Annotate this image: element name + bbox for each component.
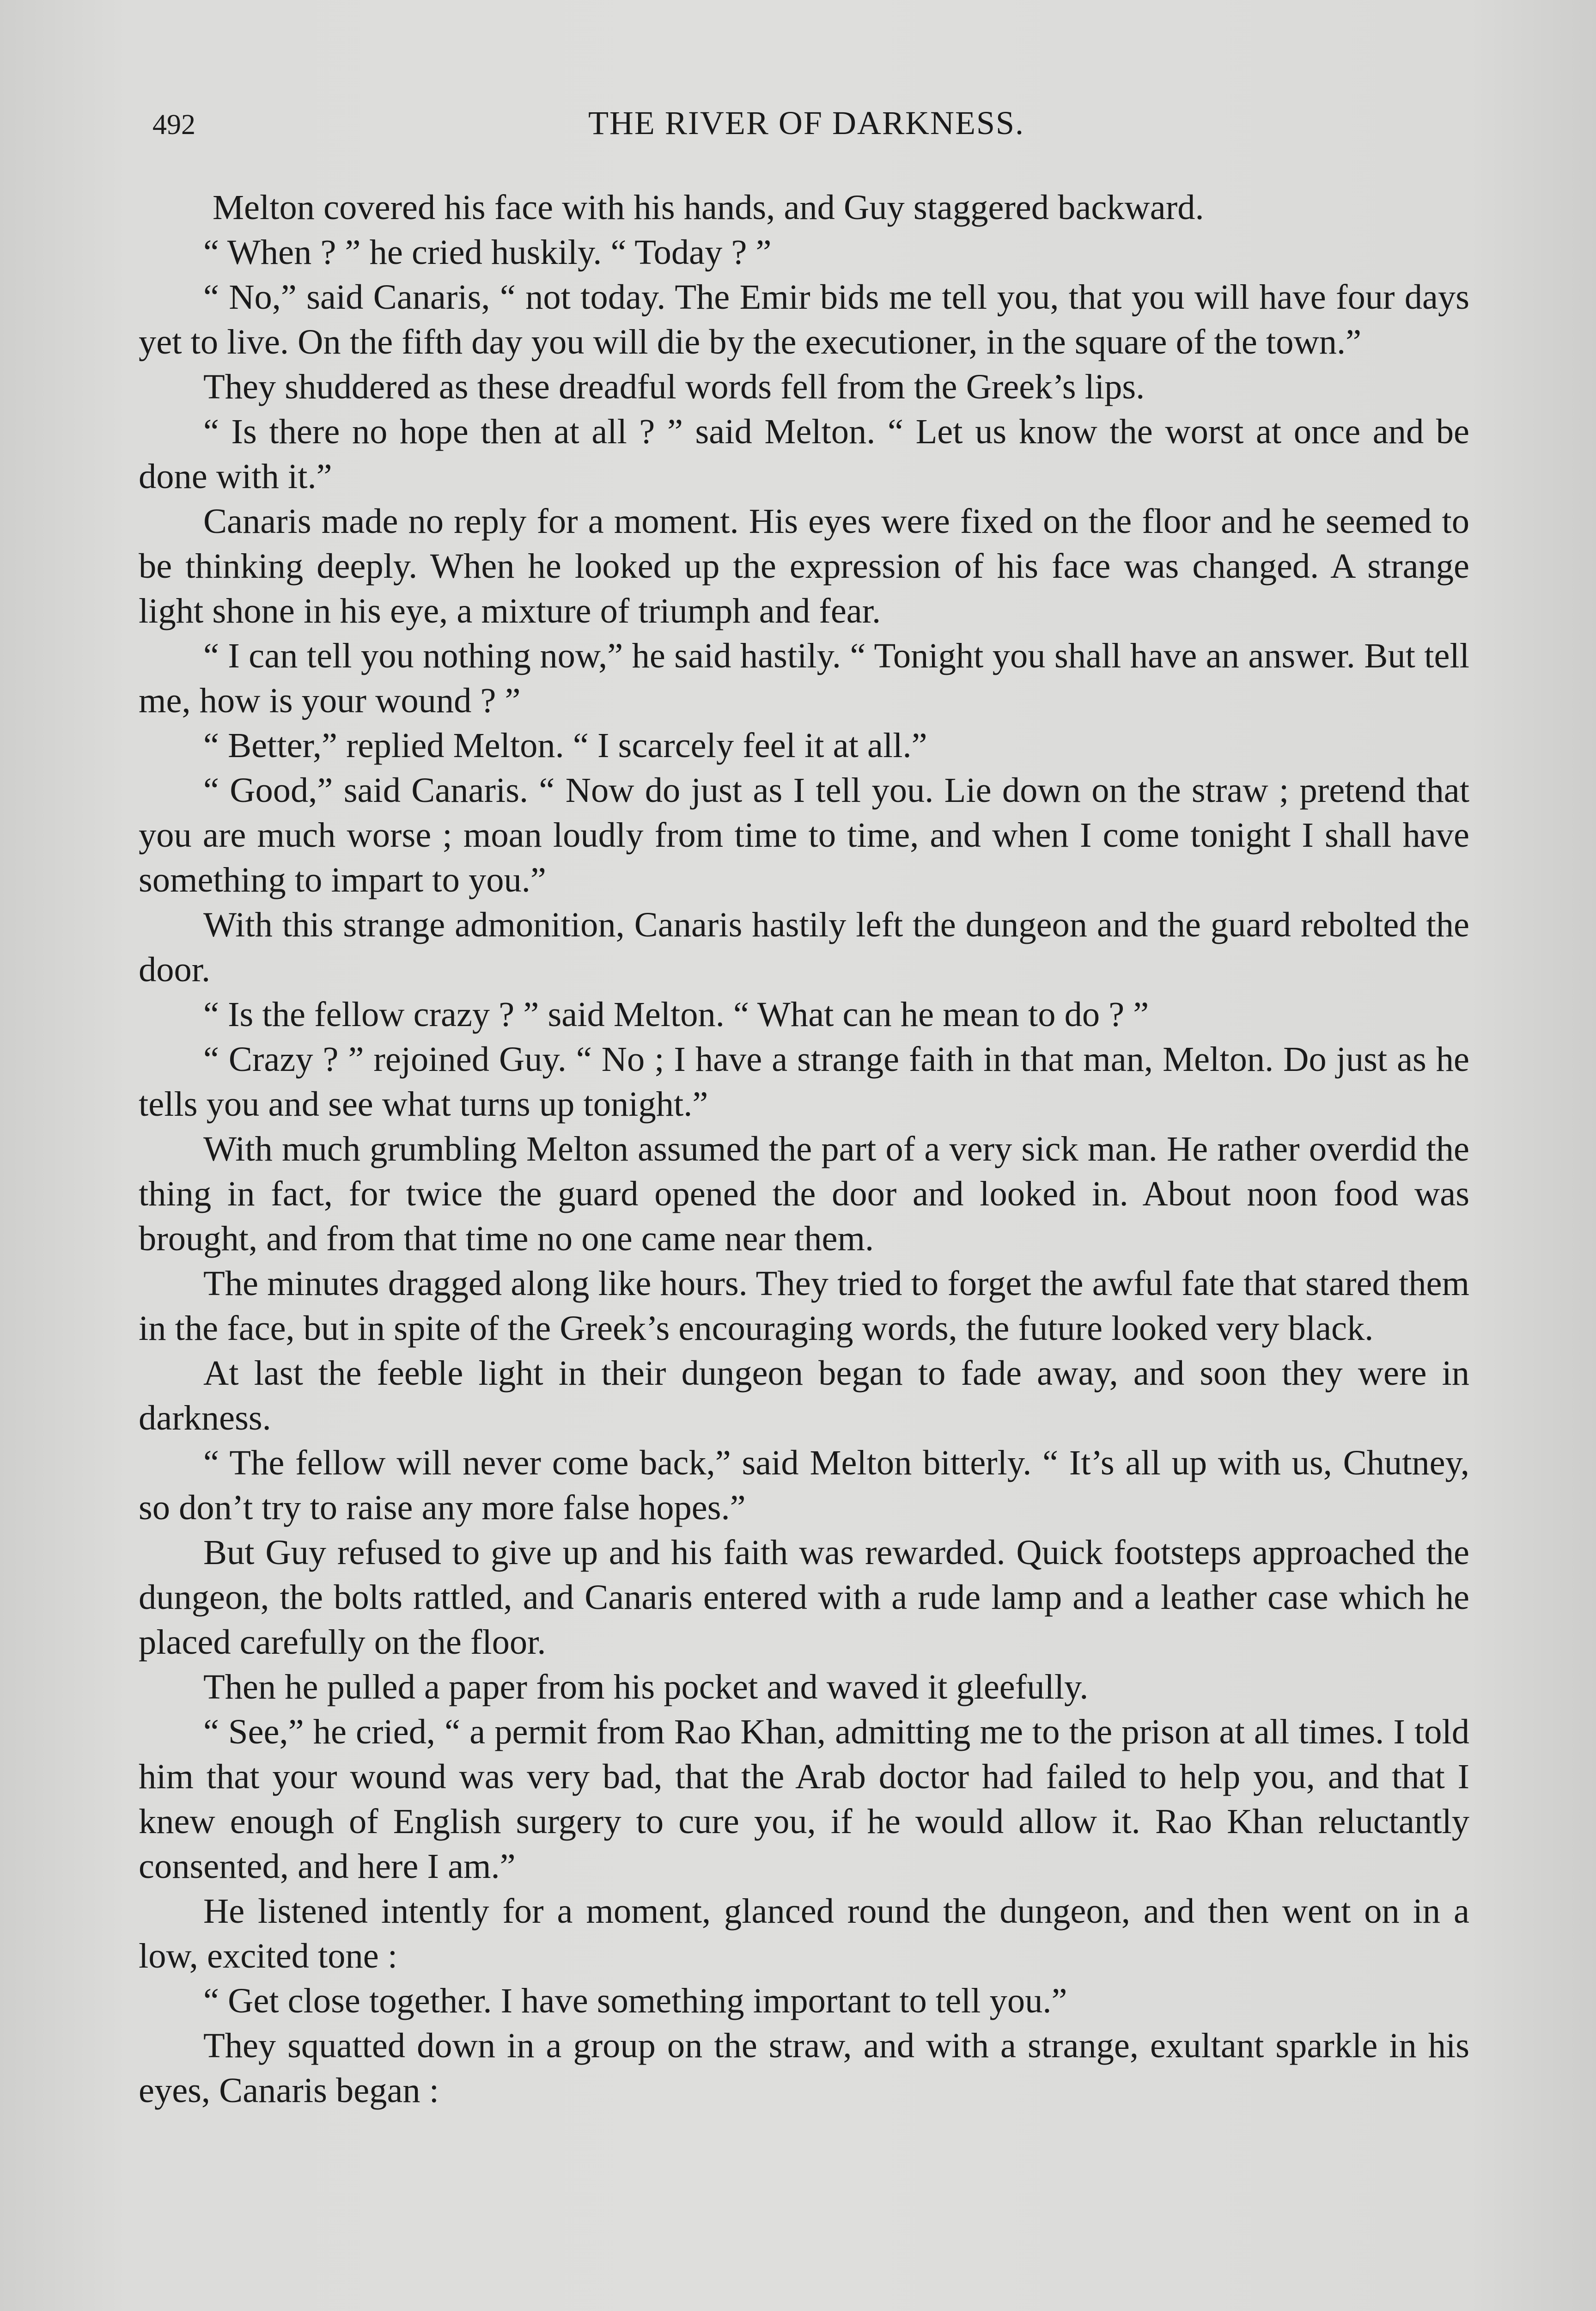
paragraph: “ Get close together. I have something important to tell you.”	[203, 1981, 1067, 2020]
paragraph: Canaris made no reply for a moment. His eyes were fixed on the floor and he seemed to be thinking deeply. When he looked up the expression of his face was changed. A strange light shone in his eye, a mixture of triumph and fear.	[139, 501, 1469, 630]
paragraph: “ See,” he cried, “ a permit from Rao Khan, admitting me to the prison at all times. I told him that your wound was very bad, that the Arab doctor had failed to help you, and that I knew enough of English surgery to cure you, if he would allow it. Rao Khan reluctantly consented, and here I am.”	[139, 1712, 1469, 1886]
paragraph: “ Is the fellow crazy ? ” said Melton. “ What can he mean to do ? ”	[203, 995, 1149, 1034]
paragraph: With this strange admonition, Canaris hastily left the dungeon and the guard rebolted the door.	[139, 905, 1469, 989]
paragraph: “ The fellow will never come back,” said Melton bitterly. “ It’s all up with us, Chutney, so don’t try to raise any more false hopes.”	[139, 1443, 1469, 1527]
paragraph: “ No,” said Canaris, “ not today. The Emir bids me tell you, that you will have four days yet to live. On the fifth day you will die by the executioner, in the square of the town.”	[139, 277, 1469, 361]
paragraph: Then he pulled a paper from his pocket and waved it gleefully.	[203, 1667, 1089, 1706]
paragraph: “ Good,” said Canaris. “ Now do just as I tell you. Lie down on the straw ; pretend that you are much worse ; moan loudly from time to time, and when I come tonight I shall have something to impart to you.”	[139, 770, 1469, 899]
paragraph: “ When ? ” he cried huskily. “ Today ? ”	[203, 232, 772, 272]
paragraph: “ Crazy ? ” rejoined Guy. “ No ; I have a strange faith in that man, Melton. Do just as he tells you and see what turns up tonight.”	[139, 1039, 1469, 1124]
paragraph: He listened intently for a moment, glanced round the dungeon, and then went on in a low, excited tone :	[139, 1891, 1469, 1975]
book-title: THE RIVER OF DARKNESS.	[588, 104, 1025, 141]
paragraph: But Guy refused to give up and his faith was rewarded. Quick footsteps approached the dungeon, the bolts rattled, and Canaris entered with a rude lamp and a leather case which he placed carefully on the floor.	[139, 1533, 1469, 1662]
body-text	[139, 185, 1469, 2113]
paragraph: With much grumbling Melton assumed the part of a very sick man. He rather overdid the thing in fact, for twice the guard opened the door and looked in. About noon food was brought, and from that time no one came near them.	[139, 1129, 1469, 1258]
paragraph: “ Better,” replied Melton. “ I scarcely feel it at all.”	[203, 726, 927, 765]
running-head	[152, 104, 1460, 146]
paragraph: Melton covered his face with his hands, and Guy staggered backward.	[213, 188, 1204, 227]
paragraph: At last the feeble light in their dungeon began to fade away, and soon they were in darkness.	[139, 1353, 1469, 1437]
paragraph: They squatted down in a group on the straw, and with a strange, exultant sparkle in his eyes, Canaris began :	[139, 2026, 1469, 2110]
page-number: 492	[152, 109, 195, 141]
paragraph: “ I can tell you nothing now,” he said hastily. “ Tonight you shall have an answer. But tell me, how is your wound ? ”	[139, 636, 1469, 720]
paragraph: The minutes dragged along like hours. They tried to forget the awful fate that stared them in the face, but in spite of the Greek’s encouraging words, the future looked very black.	[139, 1264, 1469, 1348]
paragraph: “ Is there no hope then at all ? ” said Melton. “ Let us know the worst at once and be done with it.”	[139, 412, 1469, 496]
paragraph: They shuddered as these dreadful words fell from the Greek’s lips.	[203, 367, 1145, 406]
